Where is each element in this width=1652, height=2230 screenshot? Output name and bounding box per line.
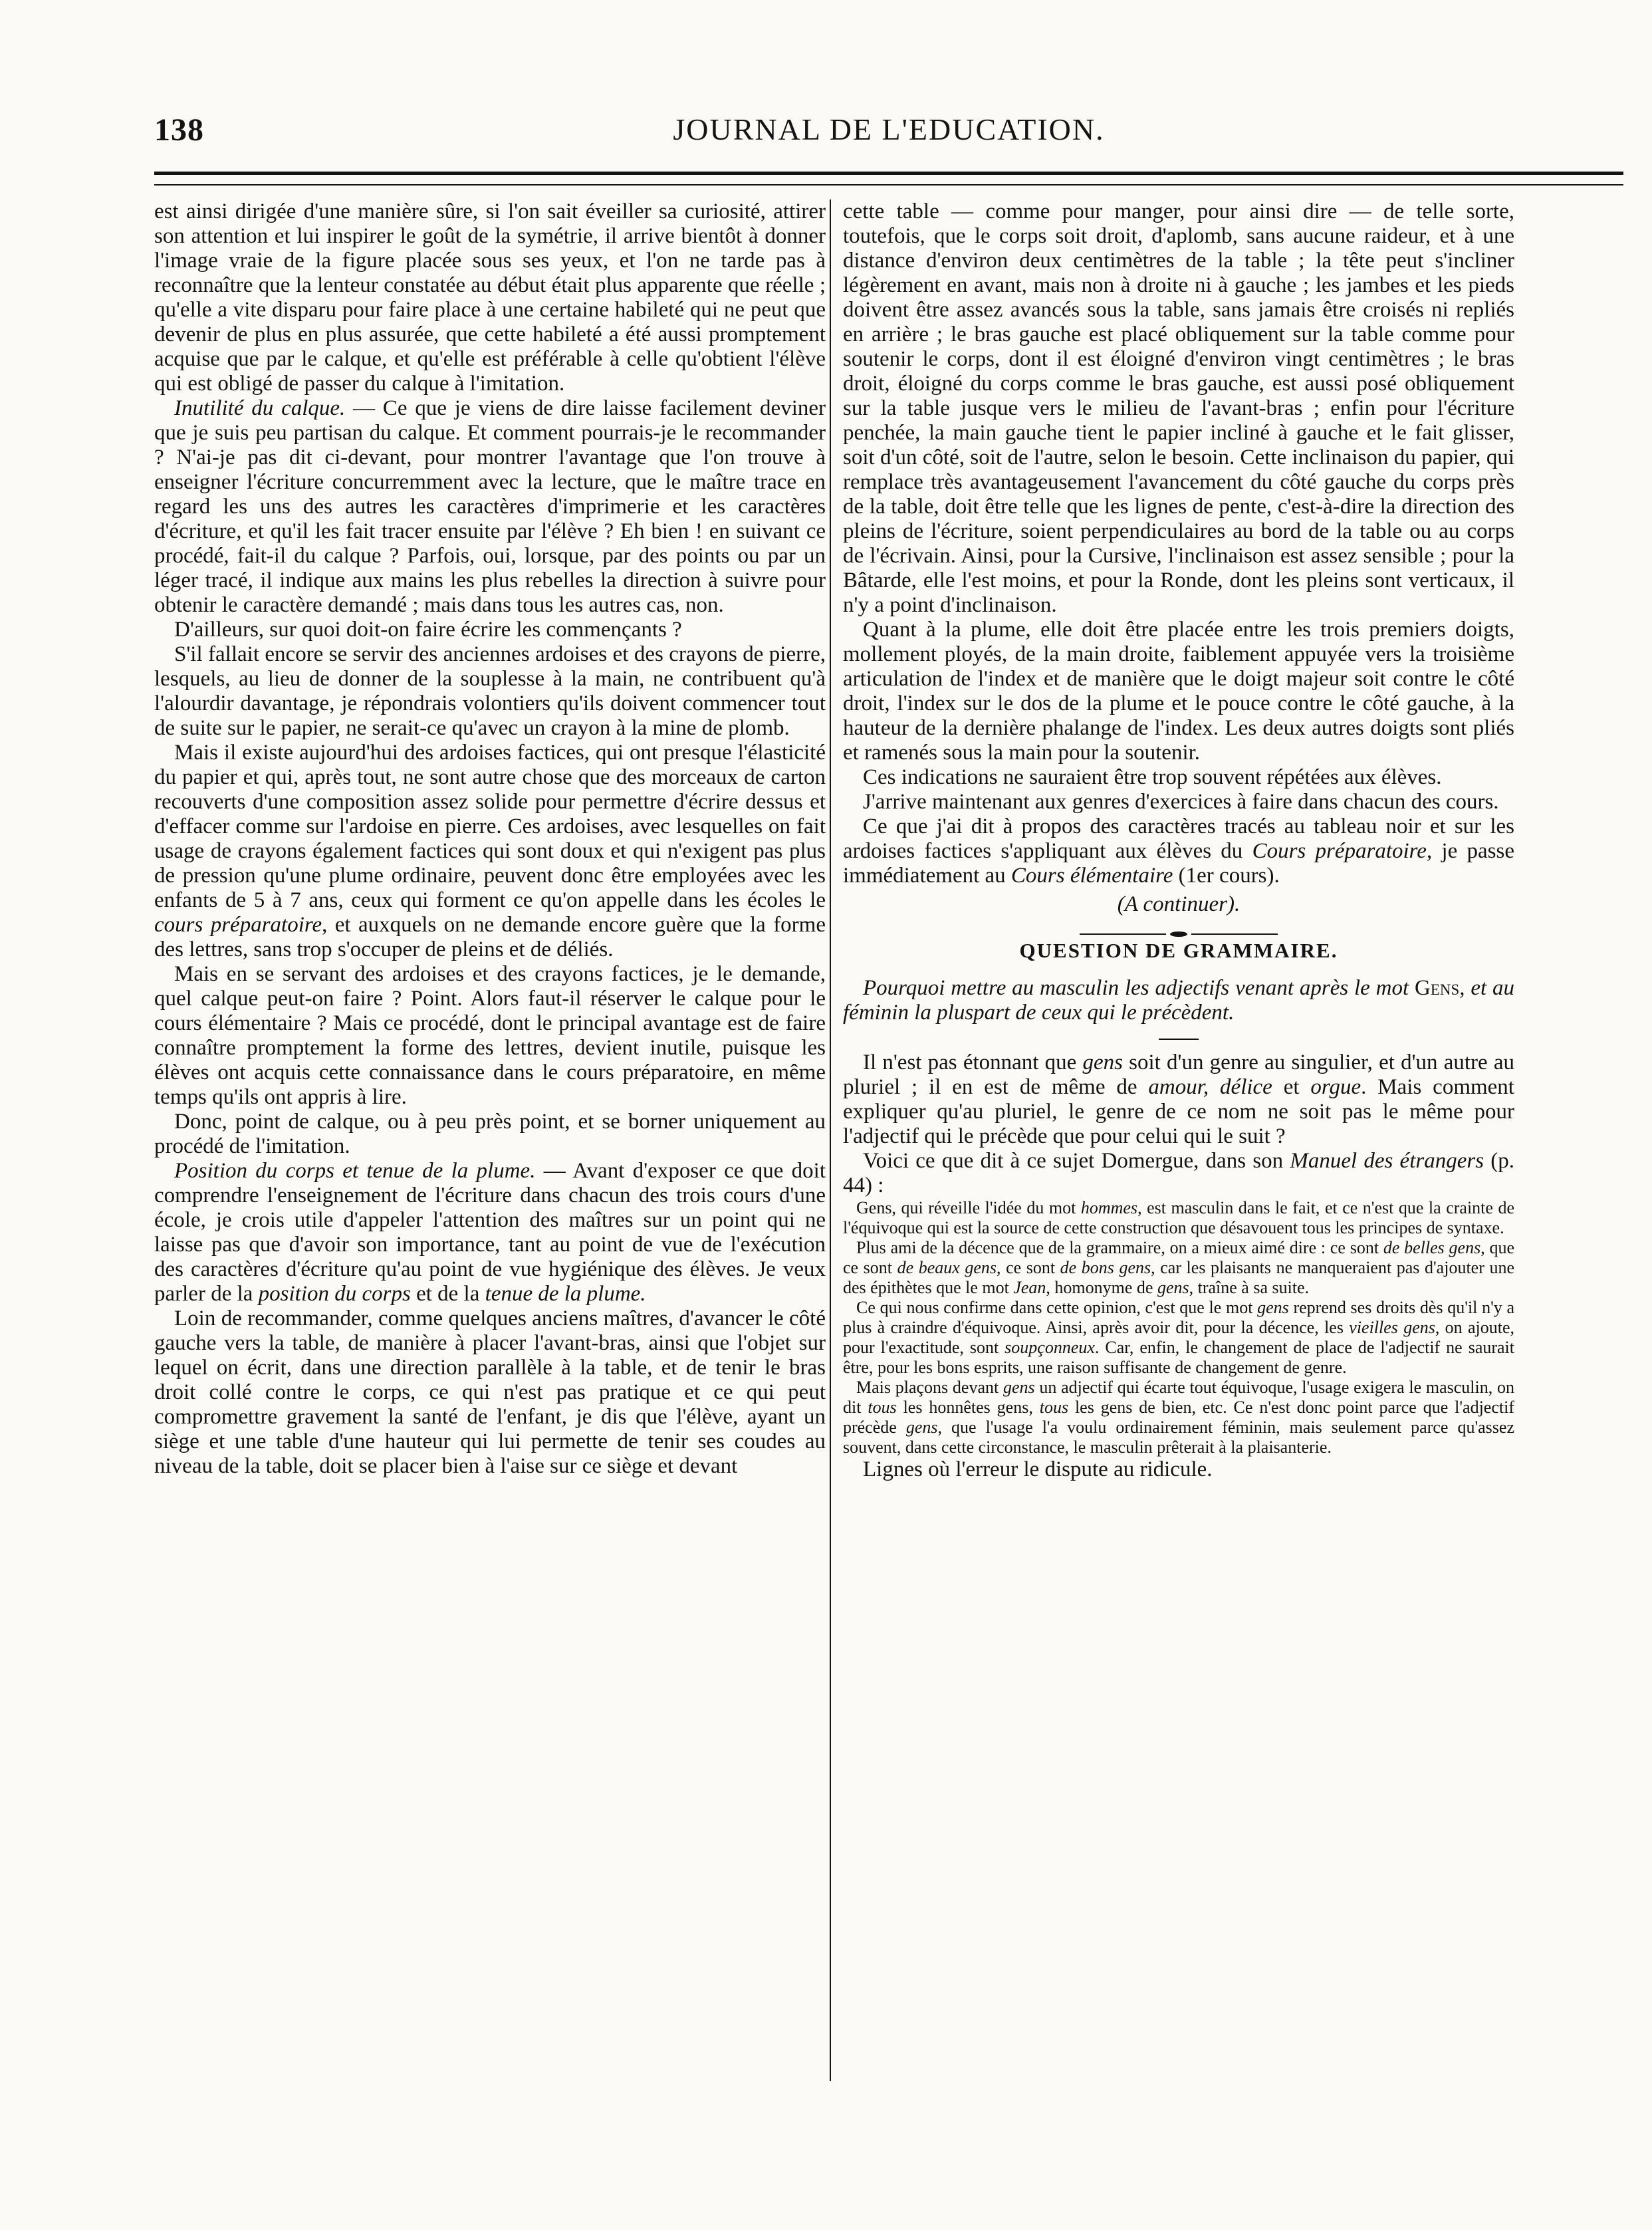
- page-header: [154, 112, 1623, 158]
- quote-text: Ce qui nous confirme dans cette opinion, c'est que le mot: [856, 1298, 1258, 1317]
- quote-text: reprend ses droits dès qu'il n'y a plus à craindre d'équivoque. Ainsi, après avoir dit, pour la décence, les: [843, 1298, 1514, 1337]
- emphasis: hommes: [1080, 1198, 1138, 1217]
- emphasis: amour, délice: [1148, 1075, 1272, 1099]
- paragraph: [154, 396, 826, 618]
- emphasis: gens: [905, 1418, 938, 1437]
- paragraph: [154, 1159, 826, 1306]
- quote-text: un adjectif qui écarte tout équivoque, l'usage exigera le masculin, on dit: [843, 1378, 1514, 1417]
- paragraph-text: , je passe immédiatement au: [843, 839, 1514, 888]
- emphasis: position du corps: [258, 1282, 411, 1306]
- emphasis: tous: [868, 1398, 897, 1417]
- paragraph-text: , et auxquels on ne demande encore guère que la forme des lettres, sans trop s'occuper de pleins et de déliés.: [154, 913, 826, 961]
- paragraph-text: Ce que j'ai dit à propos des caractères tracés au tableau noir et sur les ardoises factices s'appliquant aux élèves du: [843, 814, 1514, 863]
- right-column: [843, 199, 1514, 1482]
- quote-text: , homonyme de: [1046, 1278, 1157, 1297]
- quote-text: Mais plaçons devant: [856, 1378, 1003, 1397]
- paragraph-text: (1er cours).: [1173, 864, 1280, 888]
- paragraph-text: — Ce que je viens de dire laisse facilement deviner que je suis peu partisan du calque. Et comment pourrais-je le recommander ? N'ai-je pas dit ci-devant, pour montrer l'avantage que l'on trouve à enseigner l'écriture concurremment avec la lecture, que le maître trace en regard les uns des autres les caractères d'imprimerie et les caractères d'écriture, et qu'il les fait tracer ensuite par l'élève ? Eh bien ! en suivant ce procédé, fait-il du calque ? Parfois, oui, lorsque, par des points ou par un léger tracé, il indique aux mains les plus rebelles la direction à suivre pour obtenir le caractère demandé ; mais dans tous les autres cas, non.: [154, 396, 826, 617]
- left-column: [154, 199, 826, 1479]
- paragraph: J'arrive maintenant aux genres d'exercices à faire dans chacun des cours.: [863, 790, 1499, 814]
- paragraph-text: soit d'un genre au singulier, et d'un autre au pluriel ; il en est de même de: [843, 1051, 1515, 1099]
- paragraph-text: Il n'est pas étonnant que: [863, 1051, 1083, 1074]
- emphasis: de belles gens: [1383, 1238, 1481, 1257]
- quote-text: , est masculin dans le fait, et ce n'est que la crainte de l'équivoque qui est la source de cette construction que désavouent tous les principes de syntaxe.: [843, 1198, 1514, 1237]
- quote-text: , que l'usage l'a voulu ordinairement féminin, mais seulement parce qu'assez souvent, dans cette circonstance, le masculin prêterait à la plaisanterie.: [843, 1418, 1514, 1457]
- paragraph: S'il fallait encore se servir des anciennes ardoises et des crayons de pierre, lesquels, au lieu de donner de la souplesse à la main, ne contribuent qu'à l'alourdir davantage, je répondrais volontiers qu'ils doivent commencer tout de suite sur le papier, ne serait-ce qu'avec un crayon à la mine de plomb.: [154, 642, 826, 740]
- emphasis: Manuel des étrangers: [1290, 1149, 1484, 1173]
- emphasis: gens: [1003, 1378, 1035, 1397]
- quote-text: , que ce sont: [843, 1238, 1515, 1277]
- emphasis: Cours élémentaire: [1010, 864, 1173, 888]
- paragraph: [154, 741, 826, 962]
- quote-text: , on ajoute, pour l'exactitude, sont: [843, 1318, 1515, 1357]
- quote-text: les gens de bien, etc. Ce n'est donc point parce que l'adjectif précède: [843, 1398, 1514, 1437]
- quote-text: Gens, qui réveille l'idée du mot: [856, 1198, 1081, 1217]
- grammar-question: [843, 976, 1514, 1025]
- paragraph-text: . Mais comment expliquer qu'au pluriel, le genre de ce nom ne soit pas le même pour l'adjectif qui le précède que pour celui qui le suit ?: [843, 1075, 1514, 1148]
- ornament-divider: [843, 921, 1514, 929]
- paragraph: [843, 1149, 1514, 1198]
- quote-text: , traîne à sa suite.: [1189, 1278, 1310, 1297]
- question-text: Pourquoi mettre au masculin les adjectifs venant après le mot: [863, 976, 1415, 1000]
- quote-text: , car les plaisants ne manqueraient pas d'ajouter une des épithètes que le mot: [843, 1258, 1514, 1297]
- paragraph: cette table — comme pour manger, pour ainsi dire — de telle sorte, toutefois, que le corps soit droit, d'aplomb, sans aucune raideur, et à une distance d'environ deux centimètres de la table ; la tête peut s'incliner légèrement en avant, mais non à droite ni à gauche ; les jambes et les pieds doivent être assez avancés sous la table, sans jamais être croisés ni repliés en arrière ; le bras gauche est placé obliquement sur la table comme pour soutenir le corps, dont il est éloigné d'environ vingt centimètres ; le bras droit, éloigné du corps comme le bras gauche, est aussi posé obliquement sur la table jusque vers le milieu de l'avant-bras ; enfin pour l'écriture penchée, la main gauche tient le papier incliné à gauche et le fait glisser, soit d'un côté, soit de l'autre, selon le besoin. Cette inclinaison du papier, qui remplace très avantageusement l'avancement du côté gauche du corps près de la table, doit être telle que les lignes de pente, c'est-à-dire la direction des pleins de l'écriture, soient perpendiculaires au bord de la table ou au corps de l'écrivain. Ainsi, pour la Cursive, l'inclinaison est assez sensible ; pour la Bâtarde, elle l'est moins, et pour la Ronde, dont les pleins sont verticaux, il n'y a point d'inclinaison.: [843, 199, 1514, 617]
- quote-text: . Car, enfin, le changement de place de l'adjectif ne saurait être, pour les bons esprits, une raison suffisante de changement de genre.: [843, 1338, 1514, 1377]
- paragraph: Loin de recommander, comme quelques anciens maîtres, d'avancer le côté gauche vers la table, de manière à placer l'avant-bras, ainsi que l'objet sur lequel on écrit, dans une direction parallèle à la table, et de tenir le bras droit collé contre le corps, ce qui n'est pas pratique et ce qui peut compromettre gravement la santé de l'enfant, je dis que l'élève, ayant un siège et une table d'une hauteur qui lui permette de tenir ses coudes au niveau de la table, doit se placer bien à l'aise sur ce siège et devant: [154, 1306, 826, 1478]
- page-number: 138: [154, 112, 204, 148]
- emphasis: de bons gens: [1060, 1258, 1151, 1277]
- question-text: , et au féminin la pluspart de ceux qui le précèdent.: [843, 976, 1514, 1025]
- emphasis: Jean: [1013, 1278, 1046, 1297]
- quote-text: les honnêtes gens,: [896, 1398, 1040, 1417]
- short-rule: [1159, 1039, 1199, 1040]
- emphasis: gens: [1157, 1278, 1189, 1297]
- emphasis: soupçonneux: [1004, 1338, 1095, 1357]
- emphasis: orgue: [1310, 1075, 1361, 1099]
- quote-paragraph: [843, 1298, 1514, 1378]
- header-rule: [154, 172, 1623, 186]
- quote-paragraph: [843, 1378, 1514, 1457]
- paragraph: Ces indications ne sauraient être trop souvent répétées aux élèves.: [863, 765, 1442, 789]
- emphasis: gens: [1257, 1298, 1289, 1317]
- paragraph-text: et de la: [410, 1282, 485, 1306]
- section-title: QUESTION DE GRAMMAIRE.: [1019, 939, 1338, 962]
- paragraph: [843, 1051, 1514, 1149]
- paragraph: Lignes où l'erreur le dispute au ridicule.: [863, 1457, 1213, 1481]
- emphasis: Cours préparatoire: [1252, 839, 1427, 863]
- emphasis: gens: [1082, 1051, 1123, 1074]
- quote-paragraph: [843, 1238, 1514, 1298]
- running-title: JOURNAL DE L'EDUCATION.: [673, 112, 1105, 146]
- paragraph-text: et: [1272, 1075, 1311, 1099]
- emphasis: vieilles gens: [1349, 1318, 1435, 1337]
- paragraph: est ainsi dirigée d'une manière sûre, si l'on sait éveiller sa curiosité, attirer son attention et lui inspirer le goût de la symétrie, il arrive bientôt à donner l'image vraie de la figure placée sous ses yeux, et l'on ne tarde pas à reconnaître que la lenteur constatée au début était plus apparente que réelle ; qu'elle a vite disparu pour faire place à une certaine habileté qui ne peut que devenir de plus en plus assurée, que cette habileté a été aussi promptement acquise que par le calque, et qu'elle est préférable à celle qu'obtient l'élève qui est obligé de passer du calque à l'imitation.: [154, 199, 826, 396]
- paragraph-text: Voici ce que dit à ce sujet Domergue, dans son: [863, 1149, 1290, 1173]
- paragraph-text: — Avant d'exposer ce que doit comprendre l'enseignement de l'écriture dans chacun des trois cours d'une école, je crois utile d'appeler l'attention des maîtres sur un point qui ne laisse pas que d'avoir son importance, tant au point de vue de l'exécution des caractères d'écriture qu'au point de vue hygiénique des élèves. Je veux parler de la: [154, 1159, 826, 1306]
- emphasis: de beaux gens: [897, 1258, 997, 1277]
- emphasis: tous: [1039, 1398, 1069, 1417]
- paragraph: Mais en se servant des ardoises et des crayons factices, je le demande, quel calque peut-on faire ? Point. Alors faut-il réserver le calque pour le cours élémentaire ? Mais ce procédé, dont le principal avantage est de faire connaître promptement la forme des lettres, devient inutile, puisque les élèves ont acquis cette connaissance dans le cours préparatoire, en même temps qu'ils ont appris à lire.: [154, 962, 826, 1109]
- quote-text: Plus ami de la décence que de la grammaire, on a mieux aimé dire : ce sont: [856, 1238, 1383, 1257]
- paragraph: Donc, point de calque, ou à peu près point, et se borner uniquement au procédé de l'imitation.: [154, 1110, 826, 1158]
- run-in-heading: Inutilité du calque.: [174, 396, 346, 420]
- paragraph: D'ailleurs, sur quoi doit-on faire écrire les commençants ?: [174, 618, 682, 642]
- quote-paragraph: [843, 1198, 1514, 1238]
- emphasis: cours préparatoire: [154, 913, 322, 937]
- column-divider: [830, 199, 831, 2081]
- paragraph: [843, 814, 1514, 888]
- paragraph: Quant à la plume, elle doit être placée entre les trois premiers doigts, mollement ployés, de la main droite, faiblement appuyée vers la troisième articulation de l'index et de manière que le doigt majeur soit contre le côté droit, l'index sur le dos de la plume et le pouce contre le côté gauche, à la hauteur de la dernière phalange de l'index. Les deux autres doigts sont pliés et ramenés sous la main pour la soutenir.: [843, 618, 1514, 765]
- emphasis: tenue de la plume.: [485, 1282, 646, 1306]
- to-be-continued: (A continuer).: [1117, 892, 1240, 916]
- paragraph-text: Mais il existe aujourd'hui des ardoises factices, qui ont presque l'élasticité du papier et qui, après tout, ne sont autre chose que des morceaux de carton recouverts d'une composition assez solide pour permettre d'écrire dessus et d'effacer comme sur l'ardoise en pierre. Ces ardoises, avec lesquelles on fait usage de crayons également factices qui sont doux et qui n'exigent pas plus de pression qu'une plume ordinaire, peuvent donc être employées avec les enfants de 5 à 7 ans, ceux qui forment ce qu'on appelle dans les écoles le: [154, 741, 826, 912]
- paragraph-text: (p. 44) :: [843, 1149, 1514, 1197]
- quote-text: , ce sont: [997, 1258, 1060, 1277]
- question-keyword: Gens: [1414, 976, 1460, 1000]
- run-in-heading: Position du corps et tenue de la plume.: [174, 1159, 536, 1183]
